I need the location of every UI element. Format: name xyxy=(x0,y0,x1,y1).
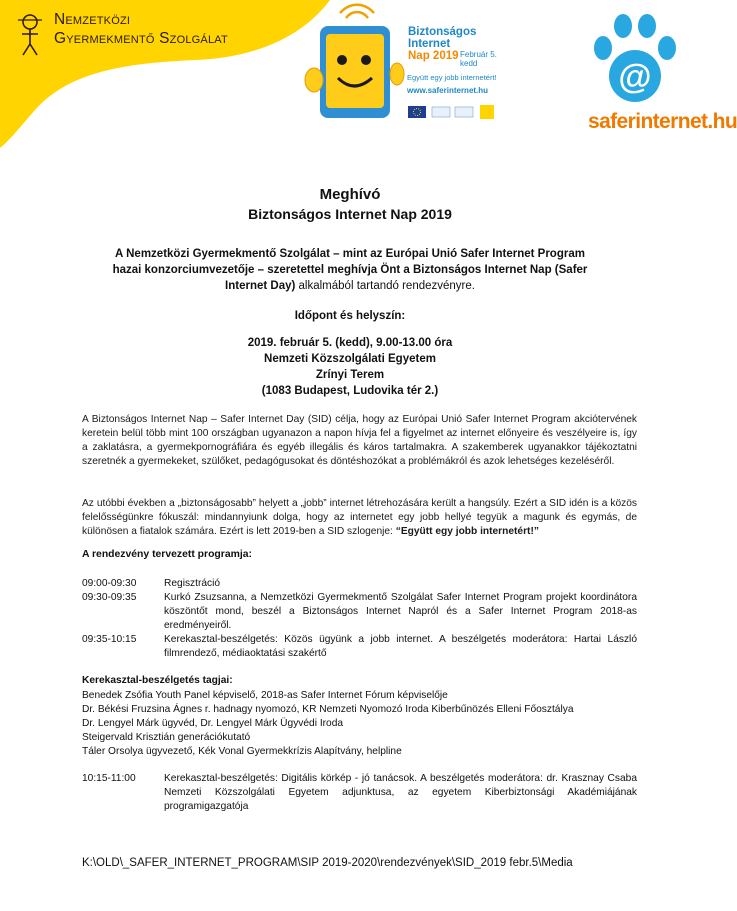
schedule-time: 09:30-09:35 xyxy=(82,592,137,603)
venue-room: Zrínyi Terem xyxy=(315,369,385,381)
intro-text-tail: alkalmából tartandó rendezvényre. xyxy=(298,280,475,292)
schedule-description: Kerekasztal-beszélgetés: Közös ügyünk a jobb internet. A beszélgetés moderátora: Hartai László filmrendező, médiaoktatási szakértő xyxy=(164,634,637,659)
partner-badge-3 xyxy=(480,105,494,119)
org-name-line1: Nemzetközi xyxy=(54,11,131,28)
schedule-time: 09:00-09:30 xyxy=(82,578,137,589)
org-name xyxy=(54,10,228,48)
saferinternet-brand: saferinternet.hu xyxy=(588,110,737,133)
better-internet-paragraph xyxy=(82,497,637,539)
sid-date xyxy=(460,50,497,68)
paw-at-logo xyxy=(585,10,685,110)
partner-badge-1 xyxy=(432,107,450,117)
panel-member: Steigervald Krisztián generációkutató xyxy=(82,732,251,743)
sid-title-line1: Biztonságos xyxy=(408,26,477,38)
sponsor-badges xyxy=(408,104,500,120)
sid-description-paragraph: A Biztonságos Internet Nap – Safer Internet Day (SID) célja, hogy az Európai Unió Safer Internet Program akciótervének keretein belül több mint 100 országban ugyanazon a napon hívja fel a figyelmet az internet előnyeire és veszélyeire is, így a zaklatásra, a gyermekpornográfiára és egyéb illegális és káros tartalmakra. A szakemberek ugyanakkor tájékoztatni szeretnék a gyermekeket, szülőket, pedagógusokat és döntéshozókat a problémákról és azok lehetséges kezeléséről. xyxy=(82,414,637,467)
sid-url: www.saferinternet.hu xyxy=(407,86,489,95)
panel-members xyxy=(82,689,574,759)
sid-slogan: Együtt egy jobb internetért! xyxy=(407,73,497,82)
eu-flag-icon xyxy=(408,106,426,118)
letterhead xyxy=(0,0,737,150)
panel-member: Benedek Zsófia Youth Panel képviselő, 2018-as Safer Internet Fórum képviselője xyxy=(82,690,448,701)
schedule-description: Regisztráció xyxy=(164,578,221,589)
sid-title-line3: Nap 2019 xyxy=(408,50,459,62)
schedule-time: 10:15-11:00 xyxy=(82,773,136,784)
venue-address: (1083 Budapest, Ludovika tér 2.) xyxy=(261,385,439,397)
invitation-intro xyxy=(110,246,590,294)
sid-slogan-quote: “Együtt egy jobb internetért!” xyxy=(395,526,539,537)
invitation-subtitle: Biztonságos Internet Nap 2019 xyxy=(248,206,452,222)
venue-place: Nemzeti Közszolgálati Egyetem xyxy=(264,353,436,365)
child-figure-icon xyxy=(10,8,50,58)
panel-member: Dr. Lengyel Márk ügyvéd, Dr. Lengyel Márk Ügyvédi Iroda xyxy=(82,718,344,729)
venue-details xyxy=(0,335,700,399)
svg-text:@: @ xyxy=(618,58,652,96)
org-name-line2: Gyermekmentő Szolgálat xyxy=(54,30,228,47)
file-path-footer: K:\OLD\_SAFER_INTERNET_PROGRAM\SIP 2019-2020\rendezvények\SID_2019 febr.5\Media xyxy=(82,857,573,869)
panel-member: Dr. Békési Fruzsina Ágnes r. hadnagy nyomozó, KR Nemzeti Nyomozó Iroda Kiberbűnözés Elleni Főosztálya xyxy=(82,704,574,715)
intro-text: A Nemzetközi Gyermekmentő Szolgálat – mint az Európai Unió Safer Internet Program hazai konzorciumvezetője – szeretettel meghívja Önt a Biztonságos Internet Nap (Safer Internet Day) xyxy=(112,248,588,292)
invitation-title: Meghívó xyxy=(319,186,381,203)
schedule-time: 09:35-10:15 xyxy=(82,634,137,645)
sid-date-weekday: kedd xyxy=(460,59,478,68)
partner-badge-2 xyxy=(455,107,473,117)
sid-date-day: Február 5. xyxy=(460,50,497,59)
schedule-description: Kurkó Zsuzsanna, a Nemzetközi Gyermekmentő Szolgálat Safer Internet Program projekt koordinátora köszöntőt mond, beszél a Biztonságos Internet Napról és a Safer Internet Program 2018-as eredményeiről. xyxy=(164,592,637,631)
sid-title-line2: Internet xyxy=(408,38,451,50)
paragraph-text: Az utóbbi években a „biztonságosabb” helyett a „jobb” internet létrehozására került a hangsúly. Ezért a SID idén is a közös felelősségünkre fókuszál: mindannyiunk dolga, hogy az internetet egy jobb hellyé tegyük a magunk és egymás, de különösen a fiatalok számára. Ezért is lett 2019-ben a SID szlogenje: xyxy=(82,498,637,537)
schedule-description: Kerekasztal-beszélgetés: Digitális körkép - jó tanácsok. A beszélgetés moderátora: dr. Krasznay Csaba Nemzeti Közszolgálati Egyetem adjunktusa, az egyetem Kiberbiztonsági Akadémiájának programigazgatója xyxy=(164,773,637,812)
venue-date: 2019. február 5. (kedd), 9.00-13.00 óra xyxy=(247,337,453,349)
panel-member: Táler Orsolya ügyvezető, Kék Vonal Gyermekkrízis Alapítvány, helpline xyxy=(82,746,402,757)
venue-heading: Időpont és helyszín: xyxy=(294,310,406,322)
panel-heading: Kerekasztal-beszélgetés tagjai: xyxy=(82,675,233,686)
program-heading: A rendezvény tervezett programja: xyxy=(82,549,252,560)
